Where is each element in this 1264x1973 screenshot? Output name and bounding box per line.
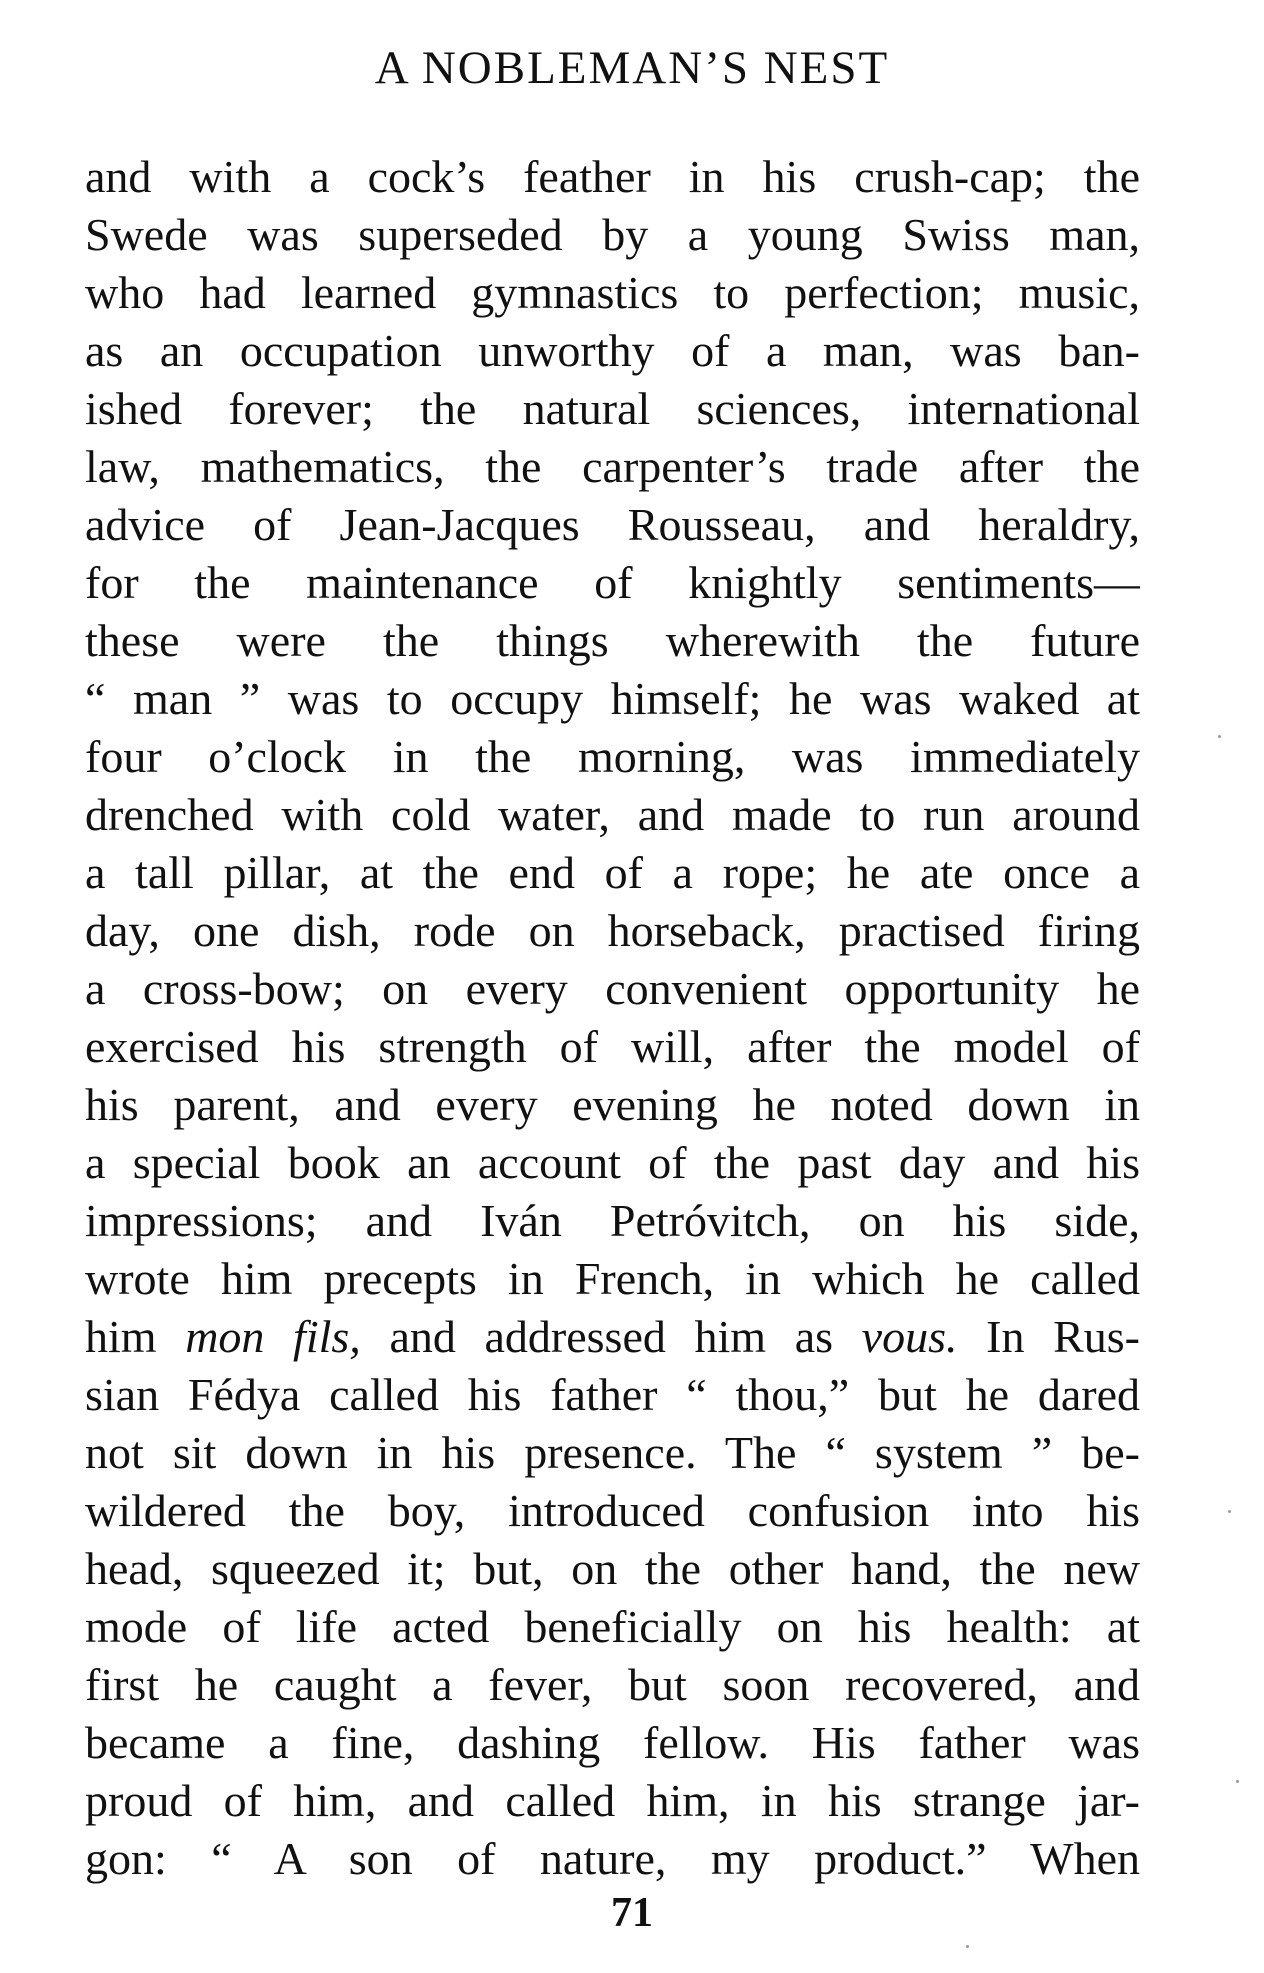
text-line: a special book an account of the past day and his (85, 1137, 1140, 1188)
text-line: sian Fédya called his father “ thou,” but he dared (85, 1369, 1140, 1420)
paper-speck (1218, 735, 1221, 738)
paper-speck (966, 1945, 969, 1948)
text-segment: In Rus- (957, 1311, 1140, 1362)
text-line: advice of Jean-Jacques Rousseau, and heraldry, (85, 499, 1140, 550)
paper-speck (1228, 1510, 1231, 1513)
text-segment: him (85, 1311, 186, 1362)
text-line: gon: “ A son of nature, my product.” When (85, 1833, 1140, 1884)
text-line: “ man ” was to occupy himself; he was waked at (85, 673, 1140, 724)
text-line: not sit down in his presence. The “ system ” be- (85, 1427, 1140, 1478)
text-line: these were the things wherewith the future (85, 615, 1140, 666)
text-segment: and addressed him as (360, 1311, 862, 1362)
text-line: law, mathematics, the carpenter’s trade after the (85, 441, 1140, 492)
text-line: for the maintenance of knightly sentiments— (85, 557, 1140, 608)
text-line: wildered the boy, introduced confusion into his (85, 1485, 1140, 1536)
text-line: impressions; and Iván Petróvitch, on his side, (85, 1195, 1140, 1246)
italic-word-vous: vous. (861, 1311, 958, 1362)
text-line: who had learned gymnastics to perfection; music, (85, 267, 1140, 318)
text-line: day, one dish, rode on horseback, practised firing (85, 905, 1140, 956)
running-head-title: A NOBLEMAN’S NEST (374, 42, 890, 94)
text-line: drenched with cold water, and made to run around (85, 789, 1140, 840)
text-line: exercised his strength of will, after the model of (85, 1021, 1140, 1072)
page-number: 71 (611, 1890, 653, 1936)
text-line: head, squeezed it; but, on the other hand, the new (85, 1543, 1140, 1594)
paper-speck (1236, 1780, 1239, 1783)
text-line: as an occupation unworthy of a man, was ban- (85, 325, 1140, 376)
text-line: and with a cock’s feather in his crush-cap; the (85, 151, 1140, 202)
text-line-with-italics (85, 1308, 1140, 1366)
text-line: his parent, and every evening he noted down in (85, 1079, 1140, 1130)
text-line: four o’clock in the morning, was immediately (85, 731, 1140, 782)
text-line: ished forever; the natural sciences, international (85, 383, 1140, 434)
text-line: became a fine, dashing fellow. His father was (85, 1717, 1140, 1768)
text-line: Swede was superseded by a young Swiss man, (85, 209, 1140, 260)
text-line: first he caught a fever, but soon recovered, and (85, 1659, 1140, 1710)
text-line: a cross-bow; on every convenient opportunity he (85, 963, 1140, 1014)
page-body-text (85, 148, 1140, 1888)
text-line: a tall pillar, at the end of a rope; he ate once a (85, 847, 1140, 898)
text-line: wrote him precepts in French, in which he called (85, 1253, 1140, 1304)
italic-phrase-mon-fils: mon fils, (185, 1311, 361, 1362)
text-line: mode of life acted beneficially on his health: at (85, 1601, 1140, 1652)
text-line: proud of him, and called him, in his strange jar- (85, 1775, 1140, 1826)
